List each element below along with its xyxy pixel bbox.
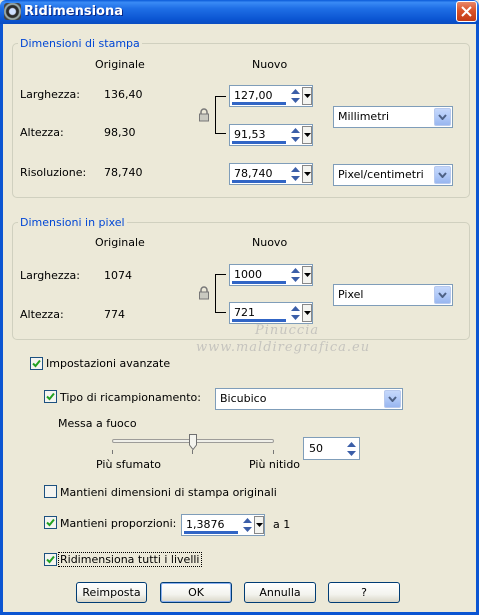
resample-dropdown-button[interactable] <box>384 390 401 408</box>
print-unit-dropdown-button[interactable] <box>434 108 451 126</box>
checkmark-icon <box>32 359 41 368</box>
pixel-link-bracket <box>215 274 226 313</box>
ratio-dropdown[interactable] <box>254 516 264 534</box>
help-button[interactable]: ? <box>328 582 400 603</box>
sharpness-spin-arrows[interactable] <box>346 440 357 458</box>
spin-arrows-icon <box>290 304 301 322</box>
chevron-down-icon <box>256 523 263 527</box>
keep-print-size-label: Mantieni dimensioni di stampa originali <box>60 486 277 499</box>
pixel-width-value: 1000 <box>234 268 262 281</box>
app-icon <box>4 3 21 20</box>
print-height-underline <box>232 141 286 144</box>
resolution-label: Risoluzione: <box>20 166 87 179</box>
advanced-settings-checkbox[interactable] <box>30 357 43 370</box>
resample-value: Bicubico <box>220 392 267 405</box>
slider-tick-mid <box>192 450 193 454</box>
resolution-dropdown[interactable] <box>302 165 312 183</box>
resolution-underline <box>232 180 286 183</box>
resolution-spin-arrows[interactable] <box>290 165 301 183</box>
spin-arrows-icon <box>242 516 253 534</box>
print-height-label: Altezza: <box>20 126 64 139</box>
watermark-url: www.maldiregrafica.eu <box>196 340 371 355</box>
chevron-down-icon <box>438 292 447 298</box>
resolution-unit-value: Pixel/centimetri <box>338 168 424 181</box>
slider-left-label: Più sfumato <box>96 458 161 471</box>
print-height-value: 91,53 <box>234 128 266 141</box>
sharpness-slider-ticks <box>112 450 274 455</box>
keep-ratio-label: Mantieni proporzioni: <box>60 517 177 530</box>
print-link-bracket <box>215 96 226 134</box>
resolution-input[interactable] <box>229 163 313 185</box>
ratio-spin-arrows[interactable] <box>242 516 253 534</box>
advanced-settings-label: Impostazioni avanzate <box>46 357 171 370</box>
print-width-spin-arrows[interactable] <box>290 87 301 105</box>
slider-tick-right <box>273 450 274 454</box>
ratio-input[interactable] <box>181 514 265 536</box>
close-icon <box>461 6 472 17</box>
pixel-unit-value: Pixel <box>338 288 364 301</box>
pixel-width-input[interactable] <box>229 264 313 286</box>
cancel-button[interactable]: Annulla <box>244 582 316 603</box>
reset-button[interactable]: Reimposta <box>76 582 147 603</box>
chevron-down-icon <box>388 396 397 402</box>
slider-tick-left <box>112 450 113 454</box>
print-width-value: 127,00 <box>234 89 273 102</box>
pixel-dimensions-title: Dimensioni in pixel <box>20 216 125 229</box>
resize-all-layers-checkbox[interactable] <box>44 553 57 566</box>
pixel-col-original: Originale <box>95 236 145 249</box>
checkmark-icon <box>46 555 55 564</box>
ratio-value: 1,3876 <box>186 518 225 531</box>
pixel-width-underline <box>232 281 286 284</box>
spin-arrows-icon <box>290 165 301 183</box>
pixel-width-dropdown[interactable] <box>302 266 312 284</box>
print-height-spin-arrows[interactable] <box>290 126 301 144</box>
spin-arrows-icon <box>290 87 301 105</box>
chevron-down-icon <box>304 172 311 176</box>
resolution-unit-dropdown-button[interactable] <box>434 166 451 184</box>
chevron-down-icon <box>438 114 447 120</box>
chevron-down-icon <box>304 273 311 277</box>
chevron-down-icon <box>304 311 311 315</box>
chevron-down-icon <box>438 172 447 178</box>
keep-ratio-checkbox[interactable] <box>44 516 57 529</box>
print-width-dropdown[interactable] <box>302 87 312 105</box>
lock-icon[interactable] <box>198 108 210 125</box>
print-width-original: 136,40 <box>104 88 143 101</box>
pixel-width-label: Larghezza: <box>20 269 80 282</box>
resolution-original: 78,740 <box>104 166 143 179</box>
resample-select[interactable] <box>215 388 403 410</box>
ratio-suffix: a 1 <box>273 518 291 531</box>
resize-all-layers-label: Ridimensiona tutti i livelli <box>60 553 200 566</box>
spin-arrows-icon <box>290 266 301 284</box>
print-unit-value: Millimetri <box>338 110 390 123</box>
pixel-height-input[interactable] <box>229 302 313 324</box>
chevron-down-icon <box>304 133 311 137</box>
print-width-label: Larghezza: <box>20 88 80 101</box>
print-col-original: Originale <box>95 58 145 71</box>
print-unit-select[interactable] <box>333 106 453 128</box>
print-width-input[interactable] <box>229 85 313 107</box>
pixel-height-dropdown[interactable] <box>302 304 312 322</box>
sharpness-input[interactable] <box>303 437 360 460</box>
print-height-input[interactable] <box>229 124 313 146</box>
print-col-new: Nuovo <box>252 58 288 71</box>
checkmark-icon <box>46 518 55 527</box>
print-height-original: 98,30 <box>104 126 136 139</box>
sharpness-slider-thumb[interactable] <box>189 434 197 450</box>
resample-checkbox[interactable] <box>44 390 57 403</box>
resample-label: Tipo di ricampionamento: <box>60 391 201 404</box>
close-button[interactable] <box>456 1 477 22</box>
window-title: Ridimensiona <box>24 4 123 19</box>
keep-print-size-checkbox[interactable] <box>44 485 57 498</box>
pixel-height-value: 721 <box>234 306 255 319</box>
slider-right-label: Più nitido <box>249 458 301 471</box>
pixel-unit-select[interactable] <box>333 284 453 306</box>
window-border-left <box>0 24 3 615</box>
ok-button[interactable]: OK <box>160 582 232 603</box>
sharpness-value: 50 <box>309 442 323 455</box>
lock-icon[interactable] <box>198 286 210 303</box>
pixel-height-underline <box>232 319 286 322</box>
pixel-height-spin-arrows[interactable] <box>290 304 301 322</box>
print-height-dropdown[interactable] <box>302 126 312 144</box>
checkmark-icon <box>46 392 55 401</box>
print-width-underline <box>232 102 286 105</box>
resolution-value: 78,740 <box>234 167 273 180</box>
pixel-col-new: Nuovo <box>252 236 288 249</box>
spin-arrows-icon <box>290 126 301 144</box>
pixel-height-original: 774 <box>104 308 125 321</box>
chevron-down-icon <box>304 94 311 98</box>
pixel-unit-dropdown-button[interactable] <box>434 286 451 304</box>
resolution-unit-select[interactable] <box>333 164 453 186</box>
pixel-height-label: Altezza: <box>20 308 64 321</box>
ratio-underline <box>184 531 238 534</box>
pixel-width-spin-arrows[interactable] <box>290 266 301 284</box>
print-dimensions-title: Dimensioni di stampa <box>20 37 140 50</box>
watermark-name: Pinuccia <box>255 323 320 338</box>
spin-arrows-icon <box>346 440 357 458</box>
sharpness-label: Messa a fuoco <box>58 417 137 430</box>
pixel-width-original: 1074 <box>104 269 132 282</box>
